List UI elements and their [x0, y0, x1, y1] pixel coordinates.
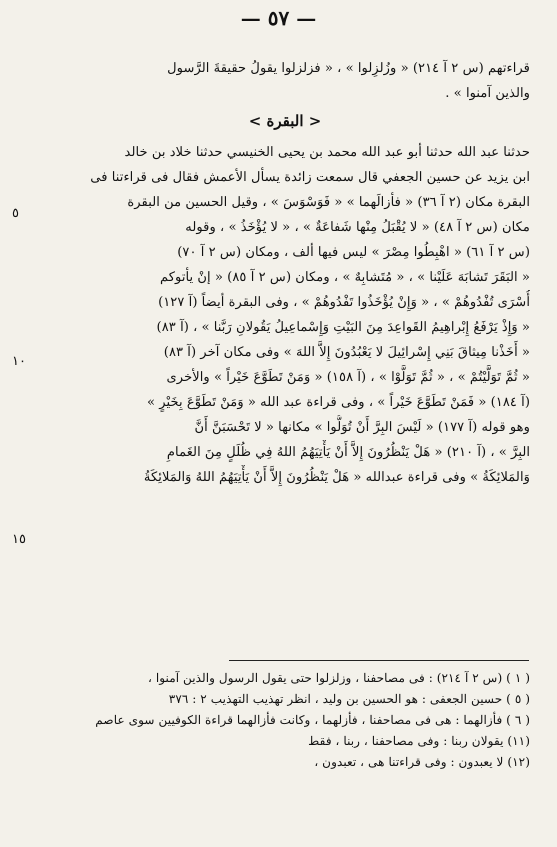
body-line: مكان (س ٢ آ ٤٨) « لا يُقْبَلُ مِنْها شَفاعَةٌ » ، « لا يُؤْخَذُ » ، وقوله — [185, 220, 530, 235]
body-line: أُسْرَى تُفْدُوهُمْ » ، « وَإِنْ يُؤْخَذُوا تَفْدُوهُمْ » ، وفى البقرة أيضاً (آ ١٢٧) — [158, 295, 530, 310]
body-line: البِرَّ » ، (آ ٢١٠) « هَلْ يَنْظُرُونَ إِلاَّ أَنْ يَأْتِيَهُمُ اللهُ فِي ظُلَلٍ مِنَ الغَمامِ — [166, 445, 530, 460]
body-text — [40, 56, 530, 490]
footnote: ( ٦ ) فأزالهما : هى فى مصاحفنا ، فأزلهما ، وكانت فأزالهما قراءة الكوفيين سوى عاصم — [95, 713, 530, 727]
footnotes — [40, 668, 530, 773]
body-line: وَالمَلائِكَةُ » وفى قراءة عبدالله « هَلْ يَنْظُرُونَ إِلاَّ أَنْ يَأْتِيَهُمُ اللهُ وَالمَلائِكَةُ — [143, 470, 530, 485]
body-line: وهو قوله (آ ١٧٧) « لَيْسَ البِرَّ أَنْ تُوَلُّوا » مكانها « لا تَحْسَبَنَّ أَنَّ — [194, 420, 530, 435]
body-line: ابن يزيد عن حسين الجعفي قال سمعت زائدة يسأل الأعمش فقال فى قراءتنا فى — [90, 170, 530, 185]
section-heading: < البقرة > — [248, 112, 322, 130]
margin-line-number: ١٠ — [12, 354, 26, 369]
body-line: (س ٢ آ ٦١) « اهْبِطُوا مِصْرَ » ليس فيها ألف ، ومكان (س ٢ آ ٧٠) — [177, 245, 530, 260]
body-line: « وَإِذْ يَرْفَعُ إِبْراهِيمُ القَواعِدَ مِنَ البَيْتِ وَإِسْماعِيلُ يَقُولانِ رَبَّنا » ، (آ ٨٣) — [156, 320, 530, 335]
footnote: ( ٥ ) حسين الجعفى : هو الحسين بن وليد ، انظر تهذيب التهذيب ٢ : ٣٧٦ — [168, 692, 530, 706]
body-line: حدثنا عبد الله حدثنا أبو عبد الله محمد بن يحيى الخنيسي حدثنا خلاد بن خالد — [124, 145, 530, 160]
body-line: « البَقَرَ تَشابَهَ عَلَيْنا » ، « مُتَشابِهٌ » ، ومكان (س ٢ آ ٨٥) « إنْ يأتوكم — [159, 270, 530, 285]
footnote: (١٢) لا يعبدون : وفى قراءتنا هى ، تعبدون ، — [314, 755, 530, 769]
body-line: والذين آمنوا » . — [445, 86, 530, 101]
body-line: (آ ١٨٤) « فَمَنْ تَطَوَّعَ خَيْراً » ، وفى قراءة عبد الله « وَمَنْ تَطَوَّعَ بِخَيْرٍ » — [146, 395, 530, 410]
page-number: — ٥٧ — — [240, 6, 317, 30]
body-line: البقرة مكان (٢ آ ٣٦) « فأزالَهما » « فَوَسْوَسَ » ، وقيل الحسين من البقرة — [127, 195, 530, 210]
footnote: (١١) يقولان ربنا : وفى مصاحفنا ، ربنا ، فقط — [308, 734, 530, 748]
footnote-divider — [229, 660, 529, 661]
margin-line-number: ٥ — [12, 206, 19, 221]
body-line: « أَخَذْنا مِيثاقَ بَنِي إِسْرائِيلَ لا يَعْبُدُونَ إِلاَّ اللهَ » وفى مكان آخر (آ ٨٣) — [163, 345, 530, 360]
body-line: قراءتهم (س ٢ آ ٢١٤) « وزُلزِلوا » ، « فزلزلوا يقولُ حقيقةَ الرَّسول — [167, 61, 530, 76]
margin-line-number: ١٥ — [12, 532, 26, 547]
footnote: ( ١ ) (س ٢ آ ٢١٤) : فى مصاحفنا ، وزلزلوا حتى يقول الرسول والذين آمنوا ، — [148, 671, 530, 685]
body-line: « ثُمَّ تَوَلَّيْتُمْ » ، « ثُمَّ تَوَلَّوْا » ، (آ ١٥٨) « وَمَنْ تَطَوَّعَ خَيْراً » والأخرى — [166, 370, 530, 385]
